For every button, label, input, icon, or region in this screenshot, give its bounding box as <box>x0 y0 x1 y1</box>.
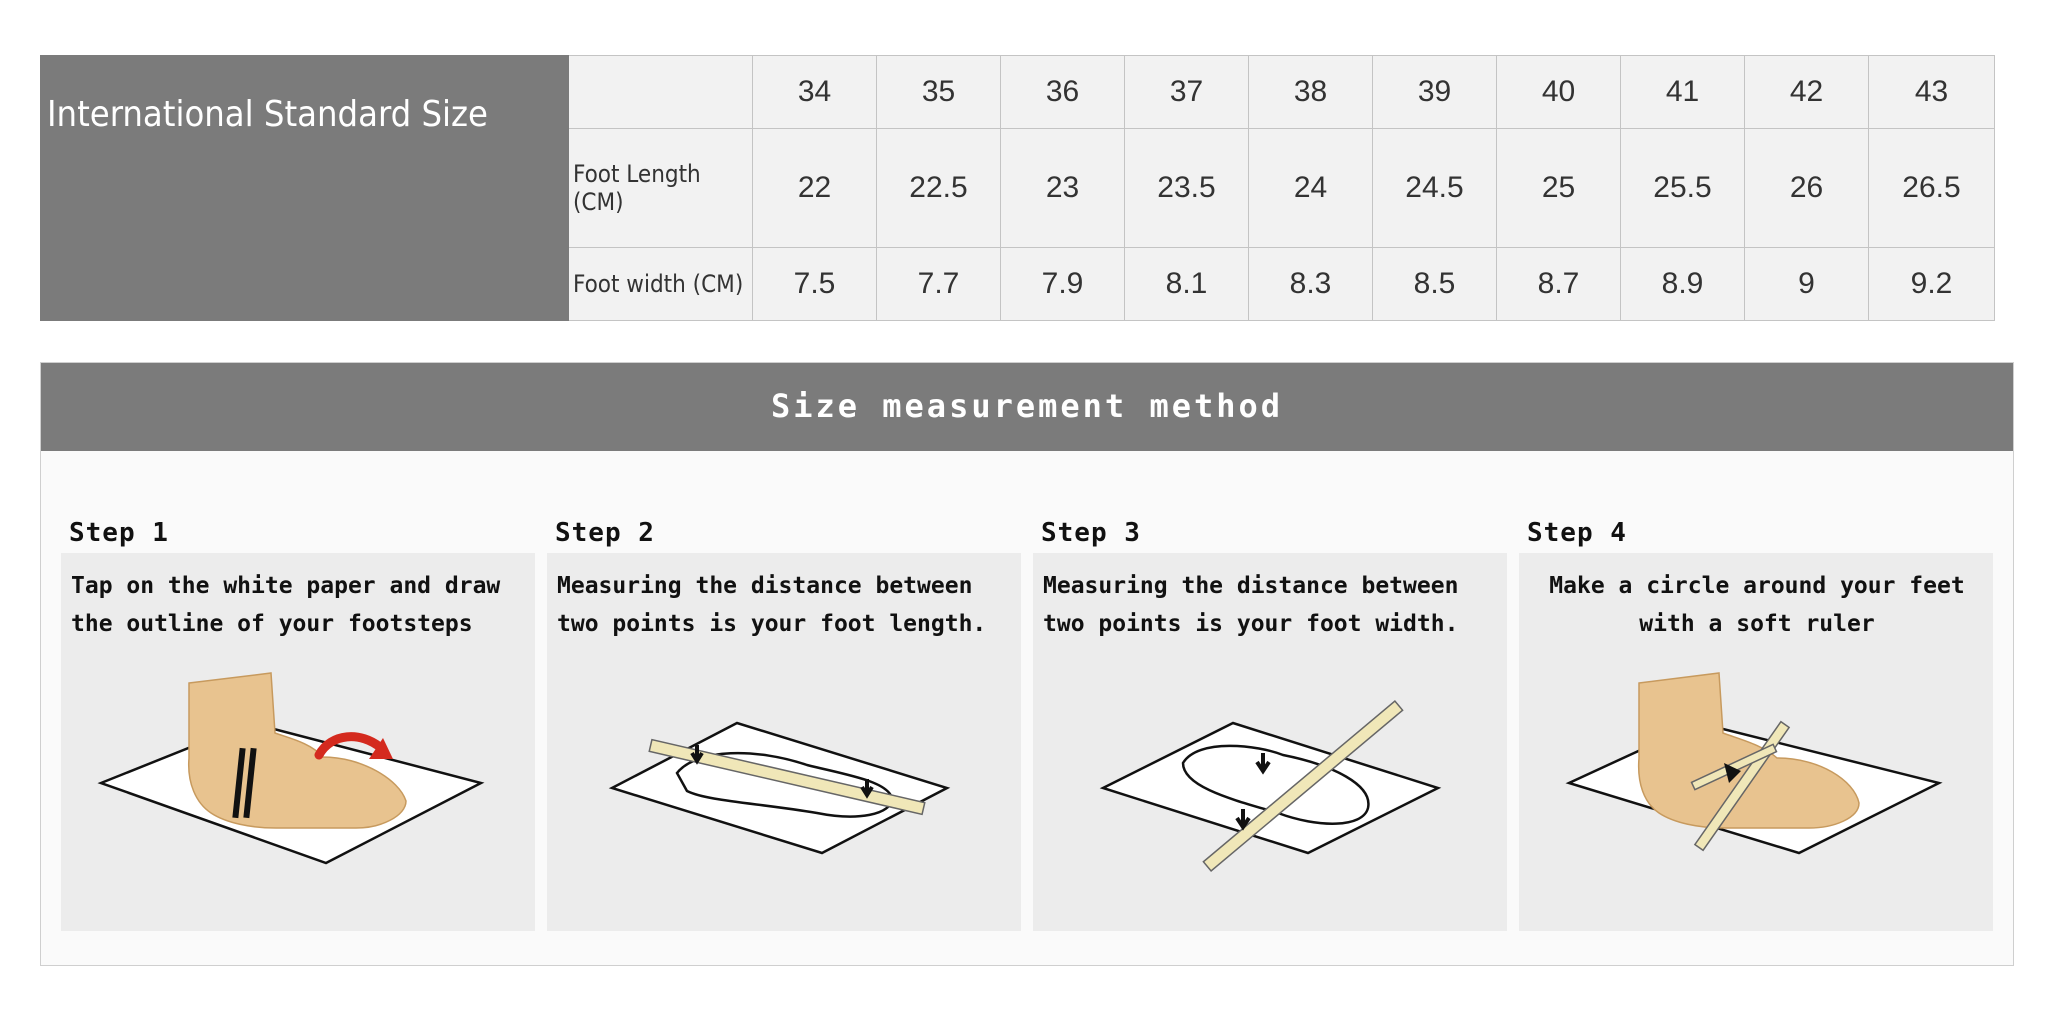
foot-length-cell: 24 <box>1249 129 1373 248</box>
step-4 <box>1519 513 1993 931</box>
foot-width-cell: 7.5 <box>753 247 877 320</box>
measurement-method-section <box>40 362 2014 966</box>
foot-width-cell: 8.3 <box>1249 247 1373 320</box>
foot-width-cell: 8.7 <box>1497 247 1621 320</box>
foot-length-cell: 25 <box>1497 129 1621 248</box>
step-1 <box>61 513 535 931</box>
ruler-width-illustration <box>1033 663 1507 931</box>
foot-width-cell: 7.7 <box>877 247 1001 320</box>
size-cell: 41 <box>1621 56 1745 129</box>
size-cell: 43 <box>1869 56 1995 129</box>
foot-length-label: Foot Length (CM) <box>569 129 753 248</box>
foot-width-label: Foot width (CM) <box>569 247 753 320</box>
size-row-label <box>569 56 753 129</box>
foot-length-cell: 22.5 <box>877 129 1001 248</box>
measurement-method-title: Size measurement method <box>41 363 2013 451</box>
step-title: Step 1 <box>69 518 169 548</box>
size-cell: 40 <box>1497 56 1621 129</box>
step-title: Step 4 <box>1527 518 1627 548</box>
foot-on-paper-illustration <box>61 663 535 931</box>
soft-ruler-illustration <box>1519 663 1993 931</box>
size-cell: 38 <box>1249 56 1373 129</box>
ruler-length-illustration <box>547 663 1021 931</box>
step-description: Make a circle around your feet with a soft ruler <box>1549 573 1965 637</box>
foot-width-cell: 7.9 <box>1001 247 1125 320</box>
size-cell: 39 <box>1373 56 1497 129</box>
step-panel <box>1519 553 1993 931</box>
size-cell: 42 <box>1745 56 1869 129</box>
foot-length-cell: 23 <box>1001 129 1125 248</box>
foot-width-cell: 8.9 <box>1621 247 1745 320</box>
size-chart-title: International Standard Size <box>41 56 569 321</box>
step-panel <box>547 553 1021 931</box>
size-cell: 35 <box>877 56 1001 129</box>
step-title: Step 3 <box>1041 518 1141 548</box>
size-chart-table <box>40 55 1995 321</box>
foot-width-cell: 9.2 <box>1869 247 1995 320</box>
step-title: Step 2 <box>555 518 655 548</box>
size-cell: 36 <box>1001 56 1125 129</box>
foot-width-cell: 8.1 <box>1125 247 1249 320</box>
step-description: Tap on the white paper and draw the outline of your footsteps <box>71 573 501 637</box>
foot-length-cell: 26 <box>1745 129 1869 248</box>
size-row <box>41 56 1995 129</box>
foot-width-cell: 8.5 <box>1373 247 1497 320</box>
foot-length-cell: 25.5 <box>1621 129 1745 248</box>
foot-length-cell: 24.5 <box>1373 129 1497 248</box>
step-description: Measuring the distance between two points is your foot width. <box>1043 573 1459 637</box>
size-cell: 34 <box>753 56 877 129</box>
step-2 <box>547 513 1021 931</box>
foot-length-cell: 23.5 <box>1125 129 1249 248</box>
foot-length-cell: 26.5 <box>1869 129 1995 248</box>
step-panel <box>1033 553 1507 931</box>
step-panel <box>61 553 535 931</box>
foot-length-cell: 22 <box>753 129 877 248</box>
step-3 <box>1033 513 1507 931</box>
foot-width-cell: 9 <box>1745 247 1869 320</box>
size-cell: 37 <box>1125 56 1249 129</box>
step-description: Measuring the distance between two points is your foot length. <box>557 573 987 637</box>
